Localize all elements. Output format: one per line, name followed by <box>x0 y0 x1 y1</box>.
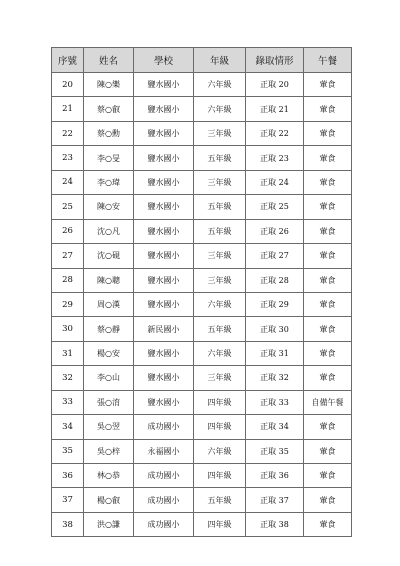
table-row <box>52 390 352 414</box>
table-row <box>52 317 352 341</box>
name-cell: 楊○叡 <box>84 488 134 512</box>
grade-cell: 三年級 <box>194 121 246 145</box>
admission-status-cell: 正取 21 <box>246 97 304 121</box>
table-row <box>52 73 352 97</box>
lunch-cell: 葷食 <box>304 292 352 316</box>
admission-status-cell: 正取 20 <box>246 73 304 97</box>
school-cell: 成功國小 <box>134 488 194 512</box>
name-cell: 林○恭 <box>84 464 134 488</box>
serial-cell: 36 <box>52 464 84 488</box>
serial-cell: 34 <box>52 415 84 439</box>
name-cell: 陳○樂 <box>84 73 134 97</box>
grade-cell: 四年級 <box>194 512 246 536</box>
serial-cell: 33 <box>52 390 84 414</box>
school-cell: 成功國小 <box>134 512 194 536</box>
serial-cell: 28 <box>52 268 84 292</box>
admission-status-cell: 正取 30 <box>246 317 304 341</box>
admission-status-cell: 正取 22 <box>246 121 304 145</box>
grade-cell: 六年級 <box>194 73 246 97</box>
table-body <box>52 73 352 537</box>
serial-cell: 38 <box>52 512 84 536</box>
lunch-cell: 葷食 <box>304 464 352 488</box>
lunch-cell: 自備午餐 <box>304 390 352 414</box>
school-cell: 鹽水國小 <box>134 341 194 365</box>
admission-status-cell: 正取 24 <box>246 170 304 194</box>
lunch-cell: 葷食 <box>304 317 352 341</box>
lunch-cell: 葷食 <box>304 415 352 439</box>
admission-status-cell: 正取 34 <box>246 415 304 439</box>
name-cell: 蔡○叡 <box>84 97 134 121</box>
grade-cell: 五年級 <box>194 317 246 341</box>
lunch-cell: 葷食 <box>304 195 352 219</box>
lunch-cell: 葷食 <box>304 244 352 268</box>
admission-status-cell: 正取 26 <box>246 219 304 243</box>
table-row <box>52 268 352 292</box>
lunch-cell: 葷食 <box>304 512 352 536</box>
roster-table <box>51 47 352 537</box>
school-cell: 鹽水國小 <box>134 121 194 145</box>
school-cell: 鹽水國小 <box>134 195 194 219</box>
name-cell: 蔡○勳 <box>84 121 134 145</box>
school-cell: 鹽水國小 <box>134 146 194 170</box>
school-cell: 鹽水國小 <box>134 170 194 194</box>
lunch-cell: 葷食 <box>304 488 352 512</box>
header-school: 學校 <box>134 48 194 73</box>
name-cell: 沈○硯 <box>84 244 134 268</box>
name-cell: 李○瑋 <box>84 170 134 194</box>
serial-cell: 23 <box>52 146 84 170</box>
header-name: 姓名 <box>84 48 134 73</box>
school-cell: 新民國小 <box>134 317 194 341</box>
grade-cell: 六年級 <box>194 439 246 463</box>
school-cell: 鹽水國小 <box>134 292 194 316</box>
lunch-cell: 葷食 <box>304 268 352 292</box>
header-admission-status: 錄取情形 <box>246 48 304 73</box>
name-cell: 張○淯 <box>84 390 134 414</box>
admission-status-cell: 正取 25 <box>246 195 304 219</box>
serial-cell: 29 <box>52 292 84 316</box>
header-grade: 年級 <box>194 48 246 73</box>
grade-cell: 三年級 <box>194 268 246 292</box>
admission-status-cell: 正取 31 <box>246 341 304 365</box>
name-cell: 陳○聰 <box>84 268 134 292</box>
serial-cell: 37 <box>52 488 84 512</box>
admission-status-cell: 正取 36 <box>246 464 304 488</box>
table-row <box>52 439 352 463</box>
name-cell: 吳○翌 <box>84 415 134 439</box>
name-cell: 沈○凡 <box>84 219 134 243</box>
table-row <box>52 244 352 268</box>
school-cell: 鹽水國小 <box>134 390 194 414</box>
grade-cell: 三年級 <box>194 244 246 268</box>
table-row <box>52 146 352 170</box>
name-cell: 李○山 <box>84 366 134 390</box>
admission-status-cell: 正取 27 <box>246 244 304 268</box>
grade-cell: 五年級 <box>194 195 246 219</box>
table-row <box>52 121 352 145</box>
grade-cell: 五年級 <box>194 488 246 512</box>
name-cell: 蔡○靜 <box>84 317 134 341</box>
grade-cell: 三年級 <box>194 366 246 390</box>
table-row <box>52 366 352 390</box>
admission-status-cell: 正取 33 <box>246 390 304 414</box>
table-row <box>52 512 352 536</box>
grade-cell: 四年級 <box>194 464 246 488</box>
grade-cell: 六年級 <box>194 97 246 121</box>
admission-status-cell: 正取 32 <box>246 366 304 390</box>
lunch-cell: 葷食 <box>304 73 352 97</box>
grade-cell: 四年級 <box>194 390 246 414</box>
lunch-cell: 葷食 <box>304 146 352 170</box>
grade-cell: 六年級 <box>194 292 246 316</box>
lunch-cell: 葷食 <box>304 97 352 121</box>
name-cell: 洪○謙 <box>84 512 134 536</box>
serial-cell: 32 <box>52 366 84 390</box>
admission-status-cell: 正取 29 <box>246 292 304 316</box>
school-cell: 鹽水國小 <box>134 244 194 268</box>
lunch-cell: 葷食 <box>304 366 352 390</box>
school-cell: 鹽水國小 <box>134 366 194 390</box>
school-cell: 鹽水國小 <box>134 73 194 97</box>
grade-cell: 三年級 <box>194 170 246 194</box>
table-row <box>52 170 352 194</box>
serial-cell: 26 <box>52 219 84 243</box>
school-cell: 鹽水國小 <box>134 268 194 292</box>
admission-status-cell: 正取 28 <box>246 268 304 292</box>
serial-cell: 25 <box>52 195 84 219</box>
table-row <box>52 292 352 316</box>
table-row <box>52 488 352 512</box>
serial-cell: 27 <box>52 244 84 268</box>
serial-cell: 20 <box>52 73 84 97</box>
name-cell: 陳○安 <box>84 195 134 219</box>
name-cell: 周○漢 <box>84 292 134 316</box>
school-cell: 成功國小 <box>134 464 194 488</box>
admission-status-cell: 正取 38 <box>246 512 304 536</box>
school-cell: 永福國小 <box>134 439 194 463</box>
table-row <box>52 415 352 439</box>
school-cell: 鹽水國小 <box>134 97 194 121</box>
table-header <box>52 48 352 73</box>
name-cell: 楊○安 <box>84 341 134 365</box>
table-row <box>52 341 352 365</box>
table-row <box>52 219 352 243</box>
header-row <box>52 48 352 73</box>
lunch-cell: 葷食 <box>304 121 352 145</box>
grade-cell: 四年級 <box>194 415 246 439</box>
name-cell: 李○旻 <box>84 146 134 170</box>
serial-cell: 35 <box>52 439 84 463</box>
lunch-cell: 葷食 <box>304 219 352 243</box>
table-row <box>52 195 352 219</box>
serial-cell: 30 <box>52 317 84 341</box>
name-cell: 吳○梓 <box>84 439 134 463</box>
header-serial: 序號 <box>52 48 84 73</box>
grade-cell: 五年級 <box>194 219 246 243</box>
admission-status-cell: 正取 23 <box>246 146 304 170</box>
serial-cell: 24 <box>52 170 84 194</box>
lunch-cell: 葷食 <box>304 170 352 194</box>
table-row <box>52 97 352 121</box>
serial-cell: 31 <box>52 341 84 365</box>
lunch-cell: 葷食 <box>304 341 352 365</box>
lunch-cell: 葷食 <box>304 439 352 463</box>
admission-status-cell: 正取 37 <box>246 488 304 512</box>
serial-cell: 22 <box>52 121 84 145</box>
table-row <box>52 464 352 488</box>
grade-cell: 六年級 <box>194 341 246 365</box>
grade-cell: 五年級 <box>194 146 246 170</box>
school-cell: 成功國小 <box>134 415 194 439</box>
header-lunch: 午餐 <box>304 48 352 73</box>
serial-cell: 21 <box>52 97 84 121</box>
admission-status-cell: 正取 35 <box>246 439 304 463</box>
school-cell: 鹽水國小 <box>134 219 194 243</box>
